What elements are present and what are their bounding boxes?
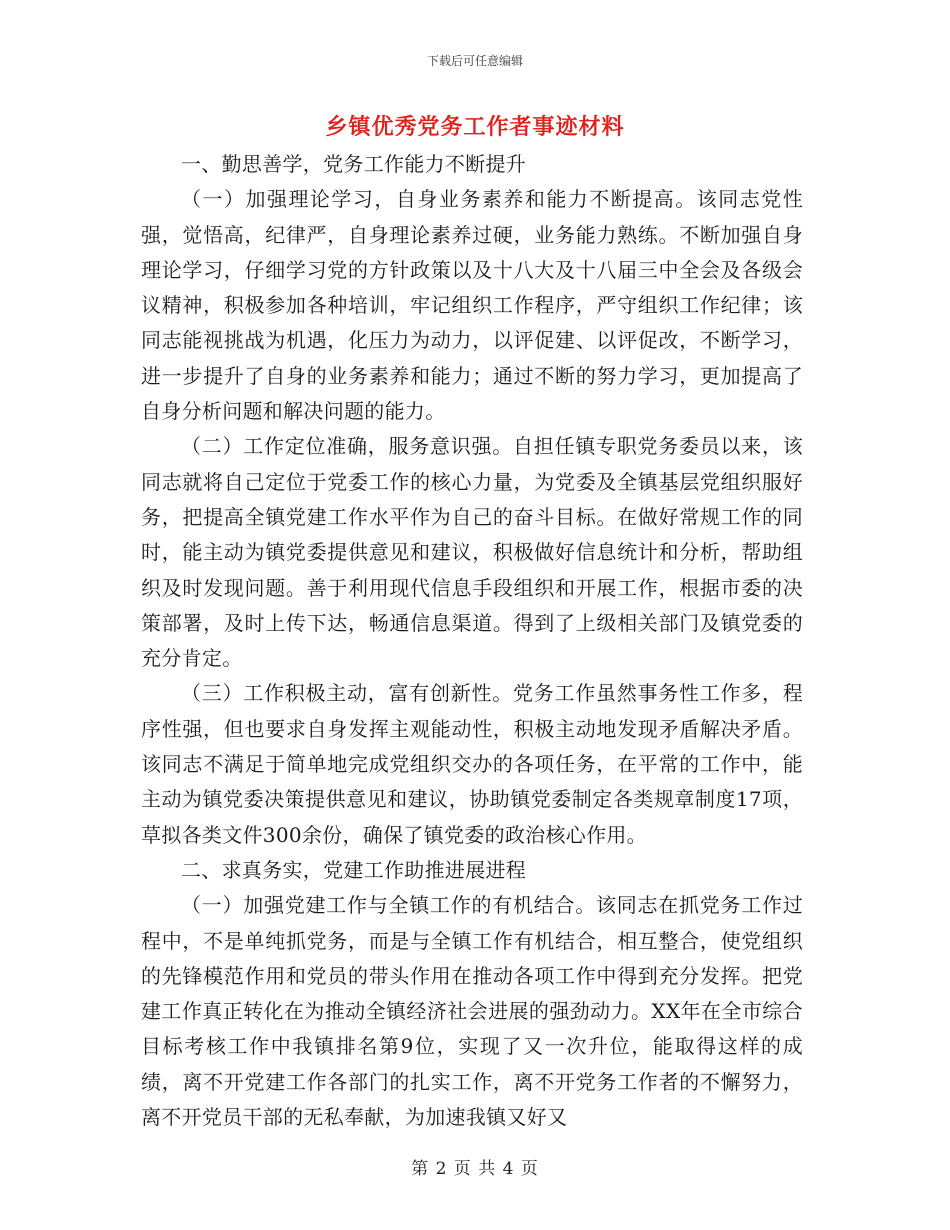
document-body: [141, 147, 803, 1135]
page-number-footer: 第 2 页 共 4 页: [411, 1159, 539, 1179]
section-heading-2: 二、求真务实，党建工作助推进展进程: [181, 857, 527, 882]
paragraph: （一）加强理论学习，自身业务素养和能力不断提高。该同志党性强，觉悟高，纪律严，自身理论素养过硬，业务能力熟练。不断加强自身理论学习，仔细学习党的方针政策以及十八大及十八届三中全会及各级会议精神，积极参加各种培训，牢记组织工作程序，严守组织工作纪律；该同志能视挑战为机遇，化压力为动力，以评促建、以评促改，不断学习，进一步提升了自身的业务素养和能力；通过不断的努力学习，更加提高了自身分析问题和解决问题的能力。: [141, 187, 803, 424]
document-title: 乡镇优秀党务工作者事迹材料: [325, 114, 625, 140]
section-heading-1: 一、勤思善学，党务工作能力不断提升: [181, 152, 527, 176]
paragraph: （三）工作积极主动，富有创新性。党务工作虽然事务性工作多，程序性强，但也要求自身发挥主观能动性，积极主动地发现矛盾解决矛盾。该同志不满足于简单地完成党组织交办的各项任务，在平常的工作中，能主动为镇党委决策提供意见和建议，协助镇党委制定各类规章制度17项，草拟各类文件300余份，确保了镇党委的政治核心作用。: [141, 681, 803, 847]
page-header-note: 下载后可任意编辑: [426, 54, 523, 68]
paragraph: （一）加强党建工作与全镇工作的有机结合。该同志在抓党务工作过程中，不是单纯抓党务，而是与全镇工作有机结合，相互整合，使党组织的先锋模范作用和党员的带头作用在推动各项工作中得到充分发挥。把党建工作真正转化在为推动全镇经济社会进展的强劲动力。XX年在全市综合目标考核工作中我镇排名第9位，实现了又一次升位，能取得这样的成绩，离不开党建工作各部门的扎实工作，离不开党务工作者的不懈努力，离不开党员干部的无私奉献，为加速我镇又好又: [141, 893, 803, 1130]
paragraph: （二）工作定位准确，服务意识强。自担任镇专职党务委员以来，该同志就将自己定位于党委工作的核心力量，为党委及全镇基层党组织服好务，把提高全镇党建工作水平作为自己的奋斗目标。在做好常规工作的同时，能主动为镇党委提供意见和建议，积极做好信息统计和分析，帮助组织及时发现问题。善于利用现代信息手段组织和开展工作，根据市委的决策部署，及时上传下达，畅通信息渠道。得到了上级相关部门及镇党委的充分肯定。: [141, 434, 803, 671]
